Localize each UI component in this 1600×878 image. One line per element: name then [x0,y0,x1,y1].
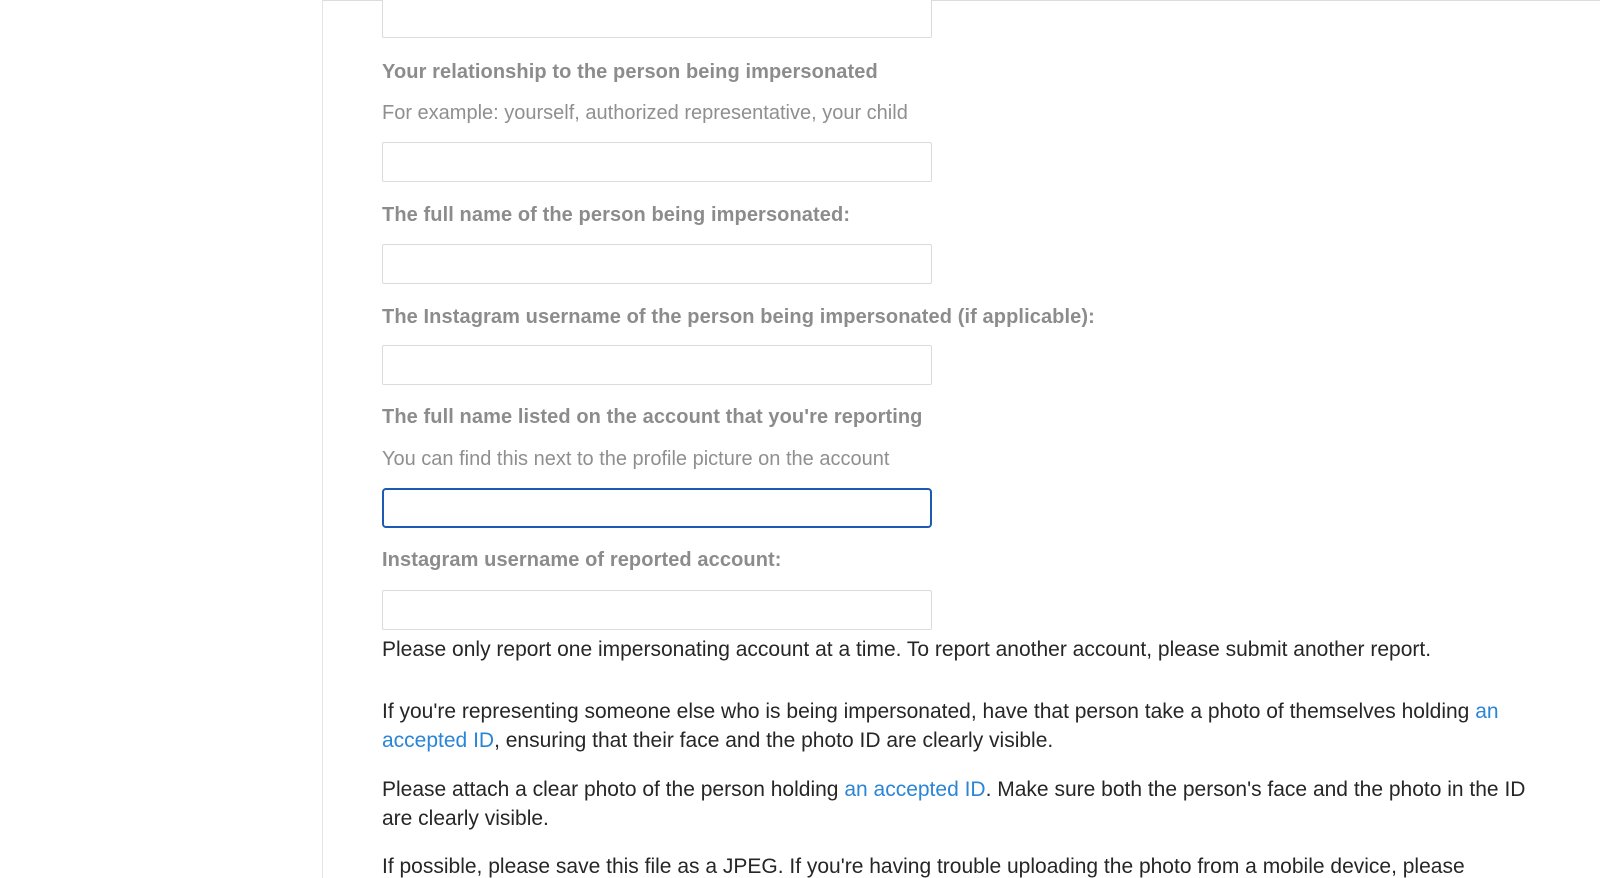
relationship-hint: For example: yourself, authorized representative, your child [382,102,908,124]
accepted-id-link[interactable]: an accepted ID [382,700,1499,752]
full-name-label: The full name of the person being impersonated: [382,204,851,226]
reported-full-name-label: The full name listed on the account that you're reporting [382,406,923,428]
attach-text-end: . Make sure both the person's face and the photo in the ID are clearly visible. [382,778,1526,830]
instagram-username-input[interactable] [382,345,932,385]
sidebar [0,0,323,878]
reported-username-label: Instagram username of reported account: [382,549,782,571]
reported-full-name-hint: You can find this next to the profile picture on the account [382,448,890,470]
full-name-input[interactable] [382,244,932,284]
instagram-username-label: The Instagram username of the person being impersonated (if applicable): [382,306,1095,328]
relationship-input[interactable] [382,142,932,182]
reported-full-name-input[interactable] [382,488,932,528]
representing-text-end: , ensuring that their face and the photo ID are clearly visible. [494,729,1054,752]
relationship-label: Your relationship to the person being impersonated [382,61,878,83]
representing-text-start: If you're representing someone else who is being impersonated, have that person take a photo of themselves holding [382,700,1476,723]
representing-instruction [382,697,1542,755]
accepted-id-link-2[interactable]: an accepted ID [844,778,986,801]
previous-field-input[interactable] [382,0,932,38]
attach-photo-instruction [382,775,1542,833]
attach-text-start: Please attach a clear photo of the person holding [382,778,845,801]
one-account-instruction: Please only report one impersonating account at a time. To report another account, please submit another report. [382,638,1432,661]
reported-username-input[interactable] [382,590,932,630]
jpeg-note: If possible, please save this file as a JPEG. If you're having trouble uploading the photo from a mobile device, please [382,855,1465,878]
